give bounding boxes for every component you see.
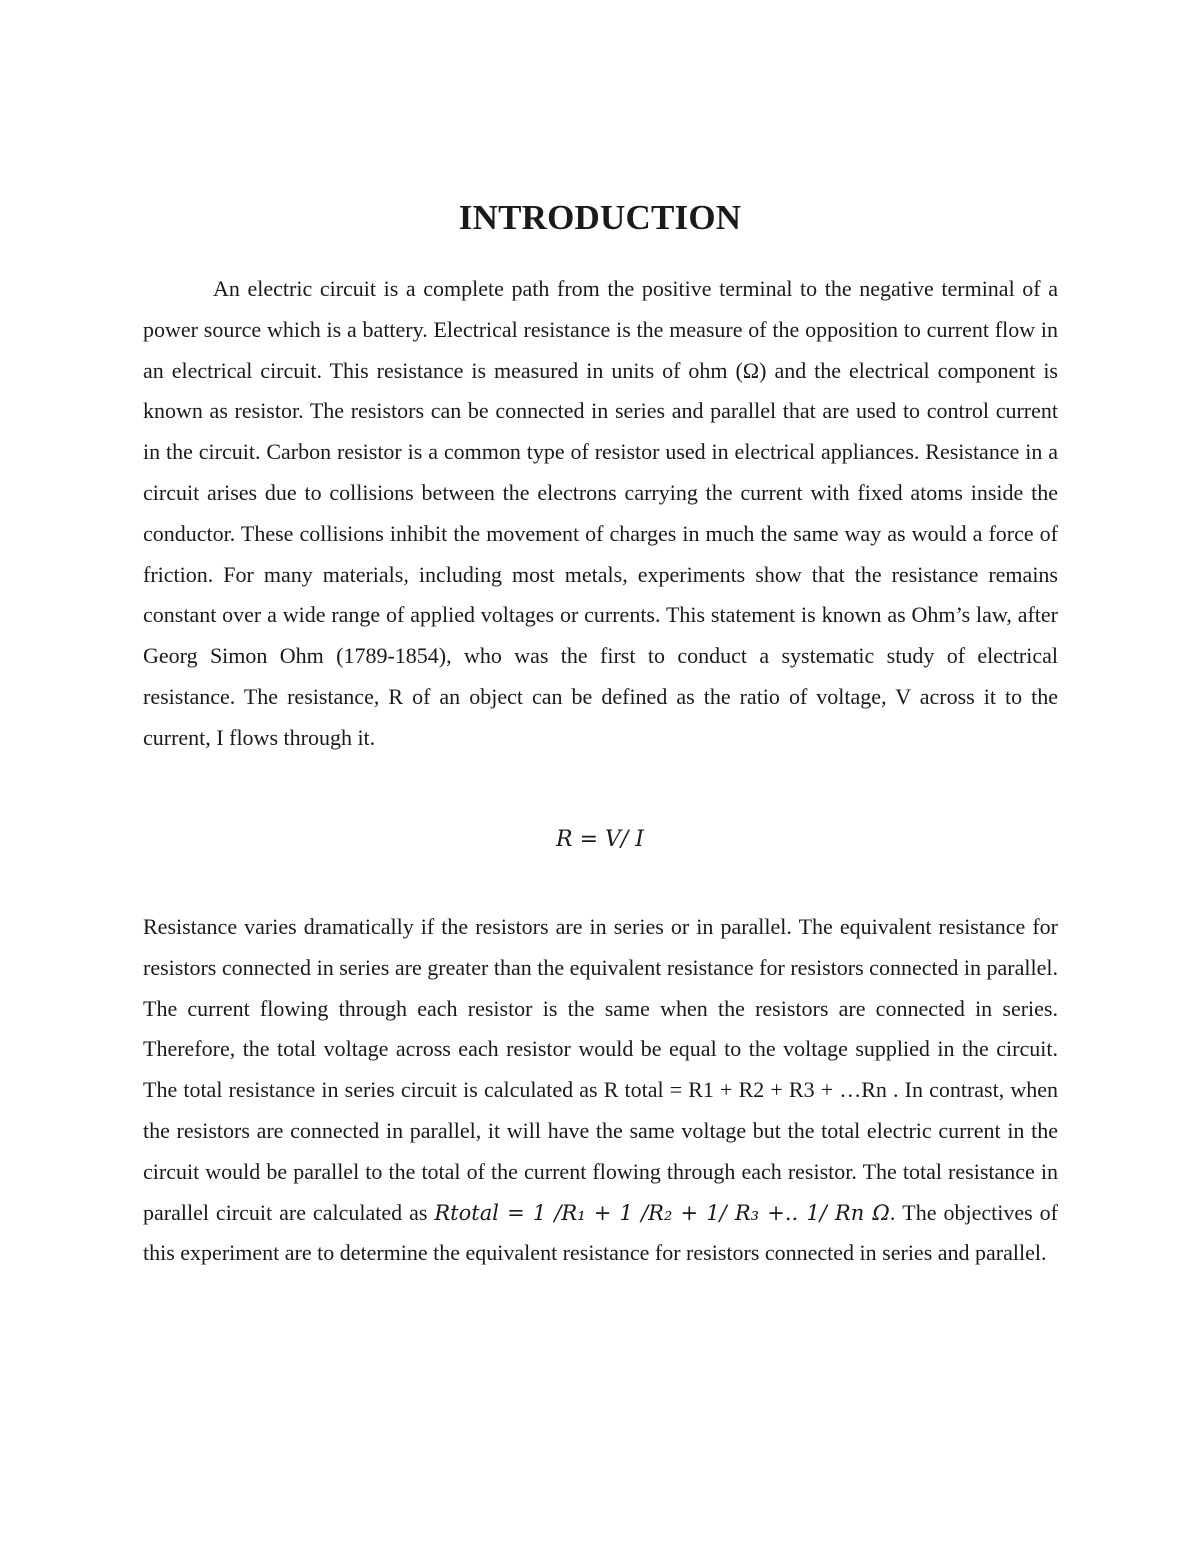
ohms-law-equation: R = V/ I (556, 827, 644, 852)
resistance-paragraph (143, 907, 1058, 1274)
resistance-paragraph-text: Resistance varies dramatically if the resistors are in series or in parallel. The equivalent resistance for resistors connected in series are greater than the equivalent resistance for resistors connected in parallel. The current flowing through each resistor is the same when the resistors are connected in series. Therefore, the total voltage across each resistor would be equal to the voltage supplied in the circuit. The total resistance in series circuit is calculated as R total = R1 + R2 + R3 + …Rn . In contrast, when the resistors are connected in parallel, it will have the same voltage but the total electric current in the circuit would be parallel to the total of the current flowing through each resistor. The total resistance in parallel circuit are calculated as (143, 914, 1058, 1225)
intro-paragraph: An electric circuit is a complete path from the positive terminal to the negative terminal of a power source which is a battery. Electrical resistance is the measure of the opposition to current flow in an electrical circuit. This resistance is measured in units of ohm (Ω) and the electrical component is known as resistor. The resistors can be connected in series and parallel that are used to control current in the circuit. Carbon resistor is a common type of resistor used in electrical appliances. Resistance in a circuit arises due to collisions between the electrons carrying the current with fixed atoms inside the conductor. These collisions inhibit the movement of charges in much the same way as would a force of friction. For many materials, including most metals, experiments show that the resistance remains constant over a wide range of applied voltages or currents. This statement is known as Ohm’s law, after Georg Simon Ohm (1789-1854), who was the first to conduct a systematic study of electrical resistance. The resistance, R of an object can be defined as the ratio of voltage, V across it to the current, I flows through it. (143, 276, 1058, 750)
page-title: INTRODUCTION (458, 198, 742, 237)
parallel-resistance-formula: Rtotal = 1 /R₁ + 1 /R₂ + 1/ R₃ +.. 1/ Rn Ω (434, 1200, 890, 1225)
objectives-text: . The objectives of this experiment are to determine the equivalent resistance for resistors connected in series and parallel. (143, 1199, 1058, 1266)
